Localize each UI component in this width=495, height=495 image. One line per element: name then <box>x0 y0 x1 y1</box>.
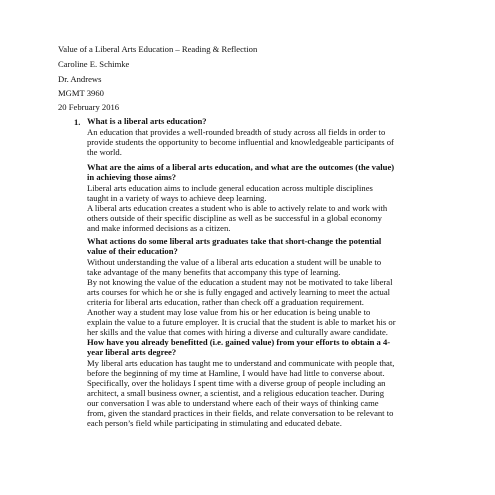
section-1 <box>87 117 432 157</box>
document-title: Value of a Liberal Arts Education – Reading & Reflection <box>58 44 258 54</box>
author-name: Caroline E. Schimke <box>58 59 130 69</box>
question-heading: How have you already benefitted (i.e. gained value) from your efforts to obtain a 4- year liberal arts degree? <box>87 337 391 357</box>
question-heading: What actions do some liberal arts graduates take that short-change the potential value of their education? <box>87 236 382 256</box>
document-date: 20 February 2016 <box>58 102 120 112</box>
answer-paragraph: My liberal arts education has taught me to understand and communicate with people that, before the beginning of my time at Hamline, I would have had little to converse about. Specifically, over the holidays I spent time with a diverse group of people including an architect, a small business owner, a scientist, and a religious education teacher. During our conversation I was able to understand where each of their ways of thinking came from, given the standard practices in their fields, and relate conversation to be relevant to each person’s field while participating in stimulating and educated debate. <box>87 357 395 429</box>
course-code: MGMT 3960 <box>58 88 104 98</box>
answer-paragraph: An education that provides a well-rounded breadth of study across all fields in order to provide students the opportunity to become influential and knowledgeable participants of the world. <box>87 126 394 157</box>
section-4 <box>87 338 432 428</box>
list-number: 1. <box>74 117 81 127</box>
answer-paragraph: Liberal arts education aims to include general education across multiple disciplines taught in a variety of ways to achieve deep learning. A liberal arts education creates a student who is able to actively relate to and work with others outside of their specific discipline as well as be successful in a global economy and make informed decisions as a citizen. <box>87 182 388 233</box>
question-heading: What are the aims of a liberal arts education, and what are the outcomes (the value) in achieving those aims? <box>87 162 395 182</box>
answer-paragraph: Without understanding the value of a liberal arts education a student will be unable to take advantage of the many benefits that accompany this type of learning. By not knowing the value of the education a student may not be motivated to take liberal arts courses for which he or she is fully engaged and actively learning to meet the actual criteria for liberal arts education, rather than check off a graduation requirement. Another way a student may lose value from his or her education is being unable to explain the value to a future employer. It is crucial that the student is able to market his or her skills and the value that comes with hiring a diverse and culturally aware candidate. <box>87 256 396 338</box>
section-3 <box>87 237 432 337</box>
question-heading: What is a liberal arts education? <box>87 116 207 126</box>
section-2 <box>87 163 432 233</box>
instructor-name: Dr. Andrews <box>58 74 102 84</box>
